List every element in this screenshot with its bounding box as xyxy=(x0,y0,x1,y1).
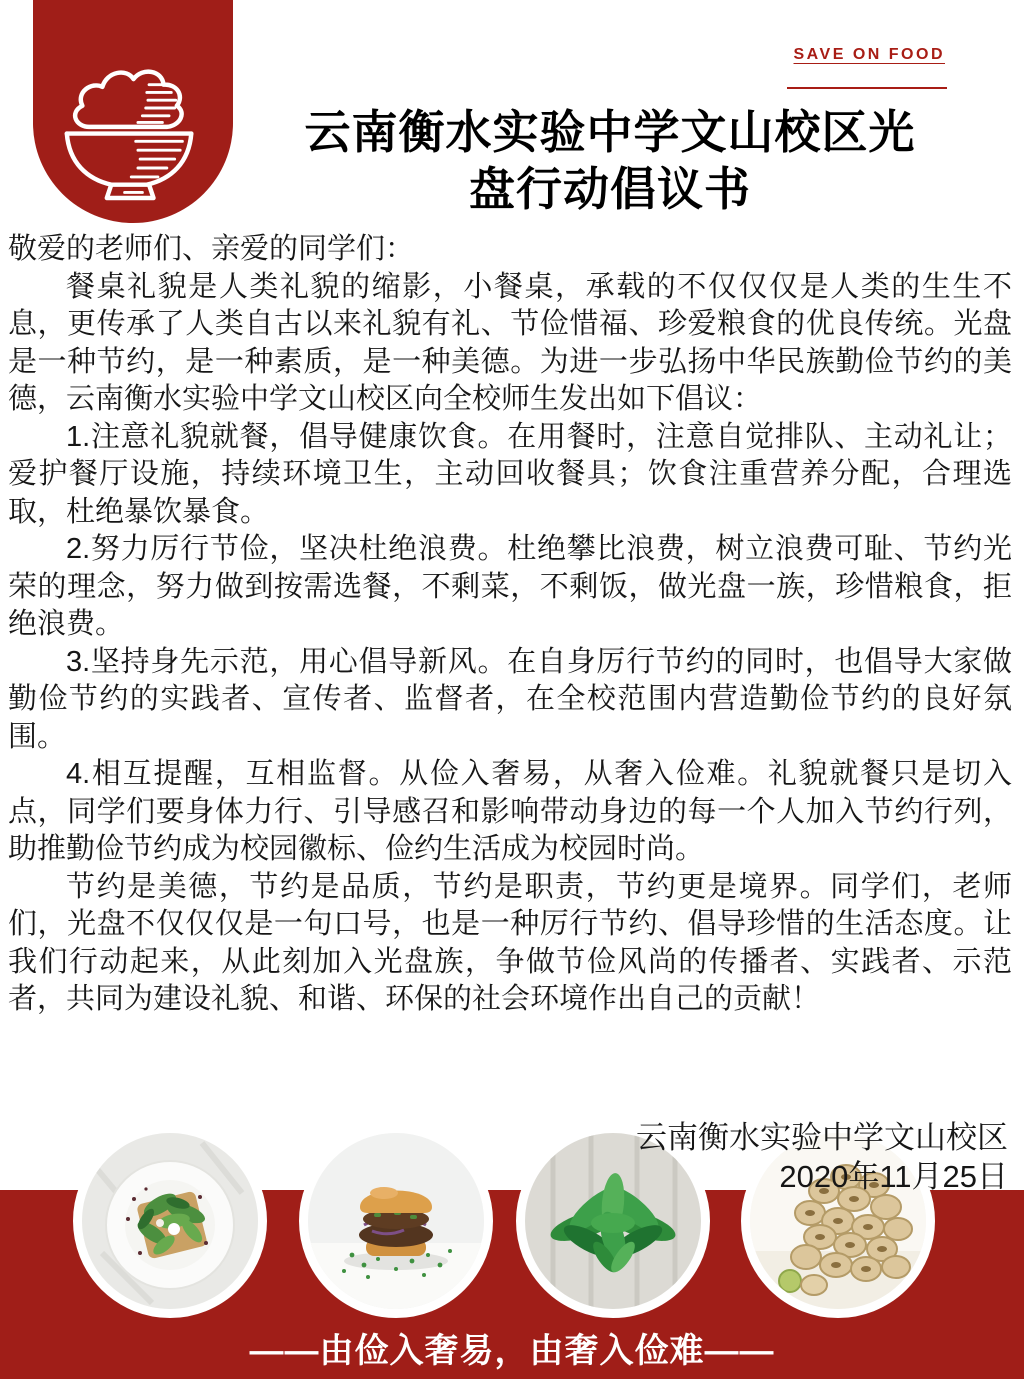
proposal-body xyxy=(8,231,1012,1019)
page-title-line2: 盘行动倡议书 xyxy=(469,163,751,215)
tagline: SAVE ON FOOD xyxy=(793,46,945,63)
page-title-line1: 云南衡水实验中学文山校区光 xyxy=(304,106,916,158)
paragraph-intro: 餐桌礼貌是人类礼貌的缩影，小餐桌，承载的不仅仅仅是人类的生生不息，更传承了人类自古以来礼貌有礼、节俭惜福、珍爱粮食的优良传统。光盘是一种节约，是一种素质，是一种美德。为进一步弘扬中华民族勤俭节约的美德，云南衡水实验中学文山校区向全校师生发出如下倡议： xyxy=(8,270,1012,415)
signature-block xyxy=(636,1118,1008,1196)
signature-org: 云南衡水实验中学文山校区 xyxy=(636,1120,1008,1155)
burger-photo xyxy=(299,1124,493,1318)
tagline-rule xyxy=(787,87,947,89)
signature-date: 2020年11月25日 xyxy=(779,1159,1008,1194)
paragraph-item-2: 2.努力厉行节俭，坚决杜绝浪费。杜绝攀比浪费，树立浪费可耻、节约光荣的理念，努力做到按需选餐，不剩菜，不剩饭，做光盘一族，珍惜粮食，拒绝浪费。 xyxy=(8,533,1012,640)
plated-salad-photo xyxy=(73,1124,267,1318)
salutation: 敬爱的老师们、亲爱的同学们： xyxy=(8,233,415,265)
paragraph-item-1: 1.注意礼貌就餐，倡导健康饮食。在用餐时，注意自觉排队、主动礼让；爱护餐厅设施，持续环境卫生，主动回收餐具；饮食注重营养分配，合理选取，杜绝暴饮暴食。 xyxy=(8,420,1012,528)
paragraph-closing: 节约是美德，节约是品质，节约是职责，节约更是境界。同学们，老师们，光盘不仅仅仅是一句口号，也是一种厉行节约、倡导珍惜的生活态度。让我们行动起来，从此刻加入光盘族，争做节俭风尚的传播者、实践者、示范者，共同为建设礼貌、和谐、环保的社会环境作出自己的贡献！ xyxy=(8,870,1012,1015)
paragraph-item-3: 3.坚持身先示范，用心倡导新风。在自身厉行节约的同时，也倡导大家做勤俭节约的实践者、宣传者、监督者，在全校范围内营造勤俭节约的良好氛围。 xyxy=(8,645,1012,753)
logo-badge xyxy=(33,0,233,223)
footer-slogan: ——由俭入奢易，由奢入俭难—— xyxy=(249,1332,775,1370)
page-title xyxy=(240,104,980,218)
paragraph-item-4: 4.相互提醒，互相监督。从俭入奢易，从奢入俭难。礼貌就餐只是切入点，同学们要身体力行、引导感召和影响带动身边的每一个人加入节约行列，助推勤俭节约成为校园徽标、俭约生活成为校园时尚。 xyxy=(8,758,1012,865)
